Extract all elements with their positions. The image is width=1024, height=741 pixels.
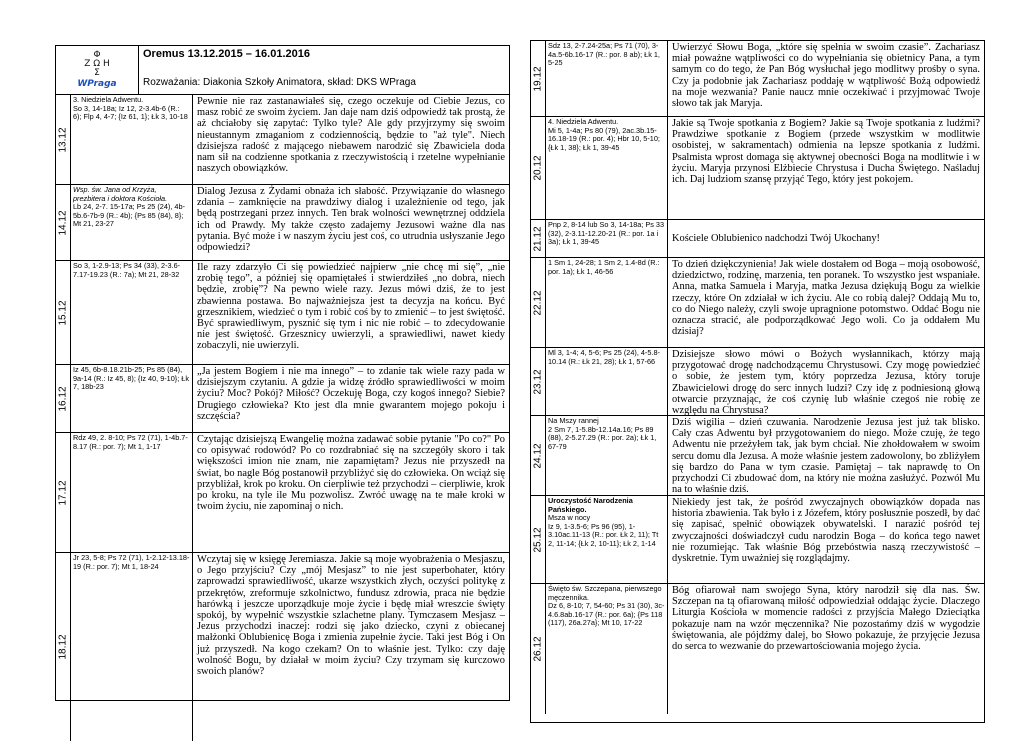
readings-line: Ml 3, 1-4; 4, 5-6; Ps 25 (24), 4-5.8-10.14 (R.: Łk 21, 28); Łk 1, 57-66 [548, 348, 660, 366]
day-row [531, 584, 984, 714]
readings-line: Jr 23, 5-8; Ps 72 (71), 1-2.12-13.18-19 (R.: por. 7); Mt 1, 18-24 [73, 553, 190, 571]
day-readings [546, 348, 668, 415]
readings-line: Rdz 49, 2. 8-10; Ps 72 (71), 1-4b.7-8.17 (R.: por. 7); Mt 1, 1-17 [73, 433, 188, 451]
logo-symbol-middle: Ζ Ω Η [84, 59, 110, 69]
readings-line: Sdz 13, 2-7.24-25a; Ps 71 (70), 3-4a.5-6b.16-17 (R.: por. 8 ab); Łk 1, 5-25 [548, 41, 660, 68]
day-reflection: „Ja jestem Bogiem i nie ma innego” – to zdanie tak wiele razy pada w dzisiejszym czytaniu. A gdzie ja widzę źródło sprawiedliwości w moim życiu? Moc? Pokój? Miłość? Oczekuję Boga, czy kogoś innego? Siebie? Drugiego człowieka? Kto jest dla mnie gwarantem mojego pokoju i szczęścia? [197, 366, 505, 422]
right-day-list [531, 41, 984, 714]
logo [56, 46, 139, 94]
logo-symbol-bottom: Σ [94, 68, 100, 78]
day-row [531, 41, 984, 117]
day-row [531, 117, 984, 220]
day-date [56, 553, 71, 741]
day-row [56, 365, 509, 433]
logo-symbol-top: Φ [93, 50, 101, 60]
day-date [531, 416, 546, 495]
day-date-label: 19.12 [532, 65, 544, 92]
day-row [56, 433, 509, 553]
readings-line: 4. Niedziela Adwentu. [548, 117, 619, 126]
left-day-list [56, 95, 509, 741]
readings-line: Msza w nocy [548, 513, 591, 523]
day-date-label: 13.12 [57, 126, 69, 153]
day-row [531, 220, 984, 258]
day-reflection: Niekiedy jest tak, że pośród zwyczajnych obowiązków dopada nas historia zbawienia. Tak było i z Józefem, który posłusznie poszedł, by dać się zapisać, spełnić obowiązek obywatelski. I narazić pośród tej zwyczajności doświadczył cudu narodzin Boga – do końca tego nawet nie rozumiejąc. Tak właśnie Bóg przebóstwia naszą rzeczywistość – dyskretnie. Tym uważniej się rozglądajmy. [672, 497, 980, 565]
day-date-label: 24.12 [532, 442, 544, 469]
day-readings [546, 584, 668, 714]
day-date [531, 117, 546, 219]
day-date [56, 433, 71, 552]
day-reflection: Uwierzyć Słowu Boga, „które się spełnia w swoim czasie”. Zachariasz miał poważne wątpliwości co do wypełniania się obietnicy Pana, a tym samym co do tego, że Pan Bóg wysłuchał jego modlitwy prośby o syna. Czy ja podobnie jak Zachariasz poddaję w wątpliwość Bożą odpowiedź na moje wezwania? Panie naucz mnie oczekiwać i przyjmować Twoje słowo tak jak Maryja. [672, 42, 980, 110]
readings-line: 2 Sm 7, 1-5.8b-12.14a.16; Ps 89 (88), 2-5.27.29 (R.: por. 2a); Łk 1, 67-79 [548, 424, 657, 451]
day-date-label: 25.12 [532, 526, 544, 553]
day-date-label: 14.12 [57, 209, 69, 236]
day-date [531, 220, 546, 257]
day-reflection: Wczytaj się w księgę Jeremiasza. Jakie są moje wyobrażenia o Mesjaszu, o Jego przyjściu? Czy „mój Mesjasz” to nie jest superbohater, który zaprowadzi sprawiedliwość, ukarze wszystkich złych, oczyści politykę z przekrętów, zreformuje szkolnictwo, fundusz zdrowia, praca nie będzie harówką i jeszcze uporządkuje moje życie i będę miał wreszcie święty spokój, by wypełnić wszystkie szlachetne plany. Tymczasem Mesjasz – Jezus przychodzi inaczej: rodzi się jako dziecko, czyni z obiecanej małżonki Oblubienicę Boga i zmienia zupełnie życie. Taki jest Bóg i On już przyszedł. Na kogo czekam? On to właśnie jest. Tylko: czy daję wolność Bogu, by działał w moim życiu? Czy trzymam się kurczowo swoich planów? [197, 554, 505, 678]
day-readings [546, 416, 668, 495]
readings-line: Lb 24, 2-7. 15-17a; Ps 25 (24), 4b-5b.6-7b-9 (R.: 4b); {Ps 85 (84), 8}; Mt 21, 23-27 [73, 202, 185, 229]
day-date [56, 365, 71, 432]
day-reflection: Dialog Jezusa z Żydami obnaża ich słabość. Przywiązanie do własnego zdania – zamknięcie na prawdziwy dialog i uzależnienie od tego, jak będą postrzegani przez innych. Ten brak wolności wewnętrznej oddziela ich od Prawdy. My także często zadajemy Jezusowi ważne dla nas pytania. Być może i w naszym życiu jest coś, co utrudnia usłyszanie Jego odpowiedzi? [197, 186, 505, 254]
day-readings [71, 261, 193, 364]
day-date-label: 16.12 [57, 385, 69, 412]
day-date [56, 261, 71, 364]
day-readings [71, 365, 193, 432]
left-page [55, 45, 510, 701]
day-row [531, 416, 984, 496]
day-readings [546, 41, 668, 116]
day-date [56, 95, 71, 184]
readings-line: So 3, 1-2.9-13; Ps 34 (33), 2-3.6-7.17-19.23 (R.: 7a); Mt 21, 28-32 [73, 261, 181, 279]
logo-brand: WPraga [77, 79, 117, 89]
day-readings [546, 496, 668, 583]
day-reflection: Dziś wigilia – dzień czuwania. Narodzenie Jezusa jest już tak blisko. Cały czas Adwentu był przygotowaniem do niego. Może czuję, że tego Adwentu nie przeżyłem tak, jak bym chciał. Nie zhołdowałem w swoim sercu domu dla Jezusa. A może właśnie jestem zadowolony, bo zbliżyłem się bardzo do Pana w tym czasie. Pamiętaj – tak naprawdę to On przychodzi Ci zbudować dom, na który nie można zasłużyć. Pozwól Mu na to właśnie dziś. [672, 417, 980, 495]
day-date-label: 20.12 [532, 155, 544, 181]
day-date-label: 26.12 [532, 636, 544, 662]
day-row [56, 261, 509, 365]
right-page [530, 40, 985, 723]
day-row [56, 185, 509, 261]
day-date-label: 18.12 [57, 634, 69, 660]
day-date [531, 348, 546, 415]
day-date [56, 185, 71, 260]
readings-line: So 3, 14-18a; Iz 12, 2-3.4b-6 (R.: 6); Flp 4, 4-7; {Iz 61, 1}; Łk 3, 10-18 [73, 103, 188, 122]
day-readings [71, 433, 193, 552]
page-header [56, 46, 509, 95]
day-row [531, 258, 984, 348]
day-reflection: Ile razy zdarzyło Ci się powiedzieć najpierw „nie chcę mi się”, „nie zrobię tego”, a później się opamiętałeś i stwierdziłeś „no dobra, niech będzie, zrobię”? Na pewno wiele razy. Jezus mówi dziś, że to jest zbawienna postawa. Bo najważniejsza jest ta decyzja na końcu. Być grzesznikiem, wiedzieć o tym i robić coś by to zmienić – to jest świętość. Być sprawiedliwym, pysznić się tym i nic nie robić – to zdecydowanie nie jest świętość. Grzesznicy uwierzyli, a sprawiedliwi, nawet kiedy zobaczyli, nie uwierzyli. [197, 262, 505, 352]
day-date-label: 17.12 [57, 479, 69, 506]
day-date-label: 21.12 [532, 225, 544, 252]
day-row [531, 348, 984, 416]
readings-line: Mi 5, 1-4a; Ps 80 (79), 2ac.3b.15-16.18-19 (R.: por. 4); Hbr 10, 5-10; {Łk 1, 38}; Łk 1, 39-45 [548, 125, 660, 152]
page-subtitle: Rozważania: Diakonia Szkoły Animatora, skład: DKS WPraga [143, 77, 416, 88]
day-row [531, 496, 984, 584]
day-reflection: Czytając dzisiejszą Ewangelię można zadawać sobie pytanie "Po co?" Po co opisywać rodowód? Po co rozdrabniać się na szczegóły skoro i tak większości imion nie znam, nie zapamiętam? Jezus nie przyszedł na świat, bo nagle Bóg postanowił przybliżyć się do człowieka. On wciąż się przybliżał, krok po kroku. On cierpliwie też przychodzi – cierpliwie, krok po kroku, na tyle ile Mu pozwolisz. Zwróć uwagę na te małe kroki w twoim życiu, nie zapominaj o nich. [197, 434, 505, 513]
header-text [139, 46, 509, 94]
readings-line: Święto św. Szczepana, pierwszego męczennika. [548, 584, 662, 602]
day-readings [71, 553, 193, 741]
day-date [531, 496, 546, 583]
page-title: Oremus 13.12.2015 – 16.01.2016 [143, 48, 310, 60]
day-date-label: 15.12 [57, 299, 69, 326]
readings-line: Na Mszy rannej [548, 416, 599, 425]
day-reflection: To dzień dziękczynienia! Jak wiele dostałem od Boga – moją osobowość, dziedzictwo, rodzinę, marzenia, ten poranek. To wszystko jest wspaniałe. Anna, matka Samuela i Maryja, matka Jezusa dziękują Bogu za wielkie rzeczy, które On zdziałał w ich życiu. Ale co robią dalej? Oddają Mu to, co do Niego należy, czyli swoje upragnione potomstwo. Oddać Bogu nie oznacza stracić, ale podporządkować Jego woli. Co ja oddałem Mu dzisiaj? [672, 259, 980, 338]
day-reflection: Dzisiejsze słowo mówi o Bożych wysłannikach, którzy mają przygotować drogę nadchodzącemu Chrystusowi. Czy mogę powiedzieć o sobie, że jestem tym, który poprzedza Jezusa, który toruje Zbawicielowi drogę do serc innych ludzi? Czy idę z podniesioną głową otwarcie przyznając, że coś czynię lub właśnie czegoś nie robię ze względu na Chrystusa? [672, 349, 980, 415]
day-readings [546, 220, 668, 257]
readings-line: Uroczystość Narodzenia Pańskiego. [548, 496, 633, 514]
day-reflection: Jakie są Twoje spotkania z Bogiem? Jakie są Twoje spotkania z ludźmi? Prawdziwe spotkanie z Bogiem (przede wszystkim w modlitwie osobistej, w sakramentach) odmienia na lepsze spotkania z ludźmi. Psalmista wprost domaga się aktywnej obecności Boga na modlitwie i w życiu. Maryja przynosi Elżbiecie Chrystusa i Ducha Świętego. Naśladuj ich. Daj ludziom szansę przyjąć Tego, który jest pokojem. [672, 118, 980, 186]
readings-line: Dz 6, 8-10; 7, 54-60; Ps 31 (30), 3c-4.6.8ab.16-17 (R.: por. 6a); {Ps 118 (117), 26a.27a}; Mt 10, 17-22 [548, 601, 665, 628]
day-reflection: Kościele Oblubienico nadchodzi Twój Ukochany! [672, 232, 880, 244]
day-reflection: Pewnie nie raz zastanawiałeś się, czego oczekuje od Ciebie Jezus, co masz robić ze swoim życiem. Jan daje nam dziś odpowiedź tak prostą, że aż chciałoby się zapytać: Tylko tyle? Ale gdy przyjrzymy się swoim nieustannym zmaganiom z codziennością, będzie to "aż tyle". Niech dzisiejsza radość z mającego niebawem narodzić się Zbawiciela doda nam sił na codzienne spotkania z rzeczywistością i rzetelne wypełnianie naszych obowiązków. [197, 96, 505, 175]
readings-line: Iz 9, 1-3.5-6; Ps 96 (95), 1-3.10ac.11-13 (R.: por. Łk 2, 11); Tt 2, 11-14; {Łk 2, 10-11}; Łk 2, 1-14 [548, 521, 659, 548]
day-row [56, 553, 509, 741]
day-row [56, 95, 509, 185]
day-date [531, 41, 546, 116]
day-date-label: 23.12 [532, 368, 544, 395]
day-readings [546, 258, 668, 347]
day-date-label: 22.12 [532, 289, 544, 316]
day-date [531, 258, 546, 347]
day-reflection: Bóg ofiarował nam swojego Syna, który narodził się dla nas. Św. Szczepan na tą ofiarowaną miłość odpowiedział oddając życie. Dlaczego Liturgia Kościoła w momencie radości z przyjścia Małego Dzieciątka pokazuje nam na wzór męczennika? Nie pozostańmy dziś w wygodzie świętowania, ale pójdźmy dalej, bo Słowo pokazuje, że przyjęcie Jezusa do serca to wezwanie do przewartościowania mojego życia. [672, 585, 980, 653]
day-date [531, 584, 546, 714]
day-readings [546, 117, 668, 219]
readings-line: Wsp. św. Jana od Krzyża, prezbitera i doktora Kościoła. [73, 185, 168, 203]
readings-line: 3. Niedziela Adwentu. [73, 95, 144, 104]
readings-line: Pnp 2, 8-14 lub So 3, 14-18a; Ps 33 (32), 2-3.11-12.20-21 (R.: por. 1a i 3a); Łk 1, 39-45 [548, 220, 665, 247]
readings-line: 1 Sm 1, 24-28; 1 Sm 2, 1.4-8d (R.: por. 1a); Łk 1, 46-56 [548, 258, 660, 276]
day-readings [71, 95, 193, 184]
readings-line: Iz 45, 6b-8.18.21b-25; Ps 85 (84), 9a-14 (R.: Iz 45, 8); {Iz 40, 9-10}; Łk 7, 18b-23 [73, 365, 190, 392]
day-readings [71, 185, 193, 260]
